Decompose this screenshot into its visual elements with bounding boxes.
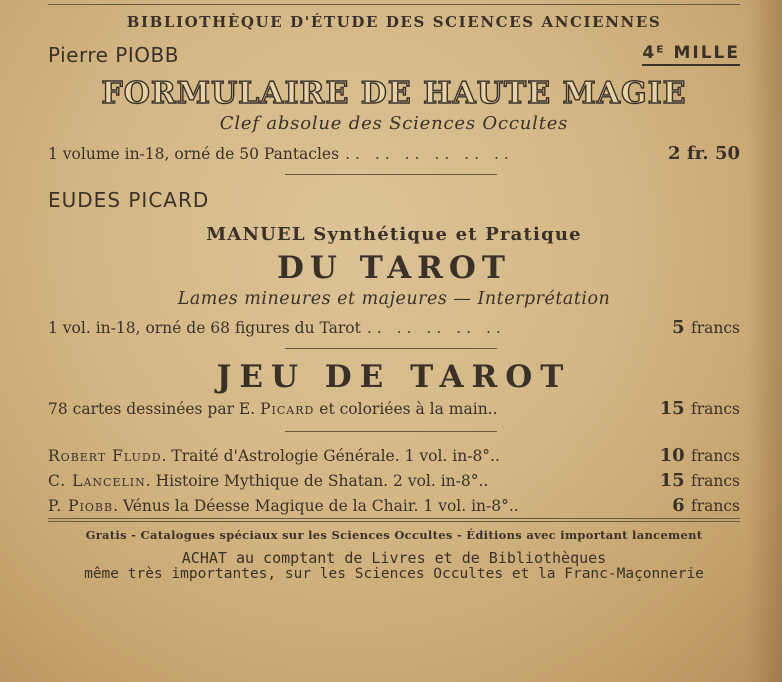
jeu-description-end: et coloriées à la main..	[314, 400, 498, 418]
list-item-price-unit: francs	[690, 497, 740, 515]
jeu-description	[48, 400, 498, 418]
book2-author: EUDES PICARD	[48, 188, 210, 212]
list-item-title: . Traité d'Astrologie Générale. 1 vol. in-8°..	[161, 447, 500, 465]
book2-heading: MANUEL Synthétique et Pratique	[206, 224, 582, 245]
list-item	[48, 470, 740, 491]
divider-2	[285, 348, 497, 349]
book2-price-value: 5	[672, 317, 685, 338]
book1-author-name: Pierre PIOBB	[48, 43, 179, 67]
top-rule	[48, 4, 740, 5]
list-item-price-unit: francs	[690, 472, 740, 490]
list-item	[48, 445, 740, 466]
page-edge-shadow	[748, 0, 782, 682]
list-item-price	[660, 445, 740, 466]
jeu-price-unit: francs	[690, 400, 740, 418]
list-item-title: . Vénus la Déesse Magique de la Chair. 1 vol. in-8°..	[113, 497, 519, 515]
footer-rule-top	[48, 518, 740, 519]
book1-edition: 4ᴱ MILLE	[642, 43, 740, 66]
list-item-price-value: 10	[659, 445, 685, 466]
list-item-text	[48, 497, 519, 515]
list-item-price	[660, 470, 740, 491]
list-item-text	[48, 472, 488, 490]
footer-achat: ACHAT au comptant de Livres et de Bibliothèques	[181, 549, 607, 567]
book2-leader-dots: .. .. .. .. ..	[366, 319, 506, 337]
footer-gratis: Gratis - Catalogues spéciaux sur les Sciences Occultes - Éditions avec important lancement	[85, 528, 703, 542]
list-item-price-value: 15	[659, 470, 685, 491]
book2-price-line	[48, 317, 740, 338]
book2-price	[672, 317, 740, 338]
book2-title: DU TAROT	[277, 250, 511, 286]
divider-3	[285, 431, 497, 432]
book1-description: 1 volume in-18, orné de 50 Pantacles	[48, 145, 340, 163]
jeu-price-value: 15	[659, 398, 685, 419]
list-item-price-unit: francs	[690, 447, 740, 465]
book1-subtitle: Clef absolue des Sciences Occultes	[219, 113, 569, 134]
book1-leader-dots: .. .. .. .. .. ..	[345, 145, 514, 163]
series-title: BIBLIOTHÈQUE D'ÉTUDE DES SCIENCES ANCIENNES	[126, 13, 662, 31]
book2-subtitle: Lames mineures et majeures — Interprétation	[177, 289, 611, 309]
list-item-title: . Histoire Mythique de Shatan. 2 vol. in-8°..	[145, 472, 489, 490]
book1-price: 2 fr. 50	[668, 143, 740, 164]
jeu-title: JEU DE TAROT	[216, 359, 572, 395]
jeu-description-name: Picard	[260, 400, 315, 418]
book2-description: 1 vol. in-18, orné de 68 figures du Tarot	[48, 319, 361, 337]
book1-author	[48, 43, 740, 67]
jeu-description-start: 78 cartes dessinées par E.	[48, 400, 261, 418]
book2-price-unit: francs	[690, 319, 740, 337]
list-item-price-value: 6	[672, 495, 685, 516]
list-item-author: C. Lancelin	[48, 472, 146, 490]
list-item-author: Robert Fludd	[48, 447, 162, 465]
divider-1	[285, 174, 497, 175]
list-item-text	[48, 447, 500, 465]
book1-title: FORMULAIRE DE HAUTE MAGIE	[101, 76, 687, 111]
list-item	[48, 495, 740, 516]
book1-price-line	[48, 143, 740, 164]
jeu-price-line	[48, 398, 740, 419]
footer-rule-top-double	[48, 521, 740, 522]
list-item-author: P. Piobb	[48, 497, 114, 515]
footer-meme: même très importantes, sur les Sciences Occultes et la Franc-Maçonnerie	[84, 566, 704, 582]
list-item-price	[672, 495, 740, 516]
jeu-price	[660, 398, 740, 419]
